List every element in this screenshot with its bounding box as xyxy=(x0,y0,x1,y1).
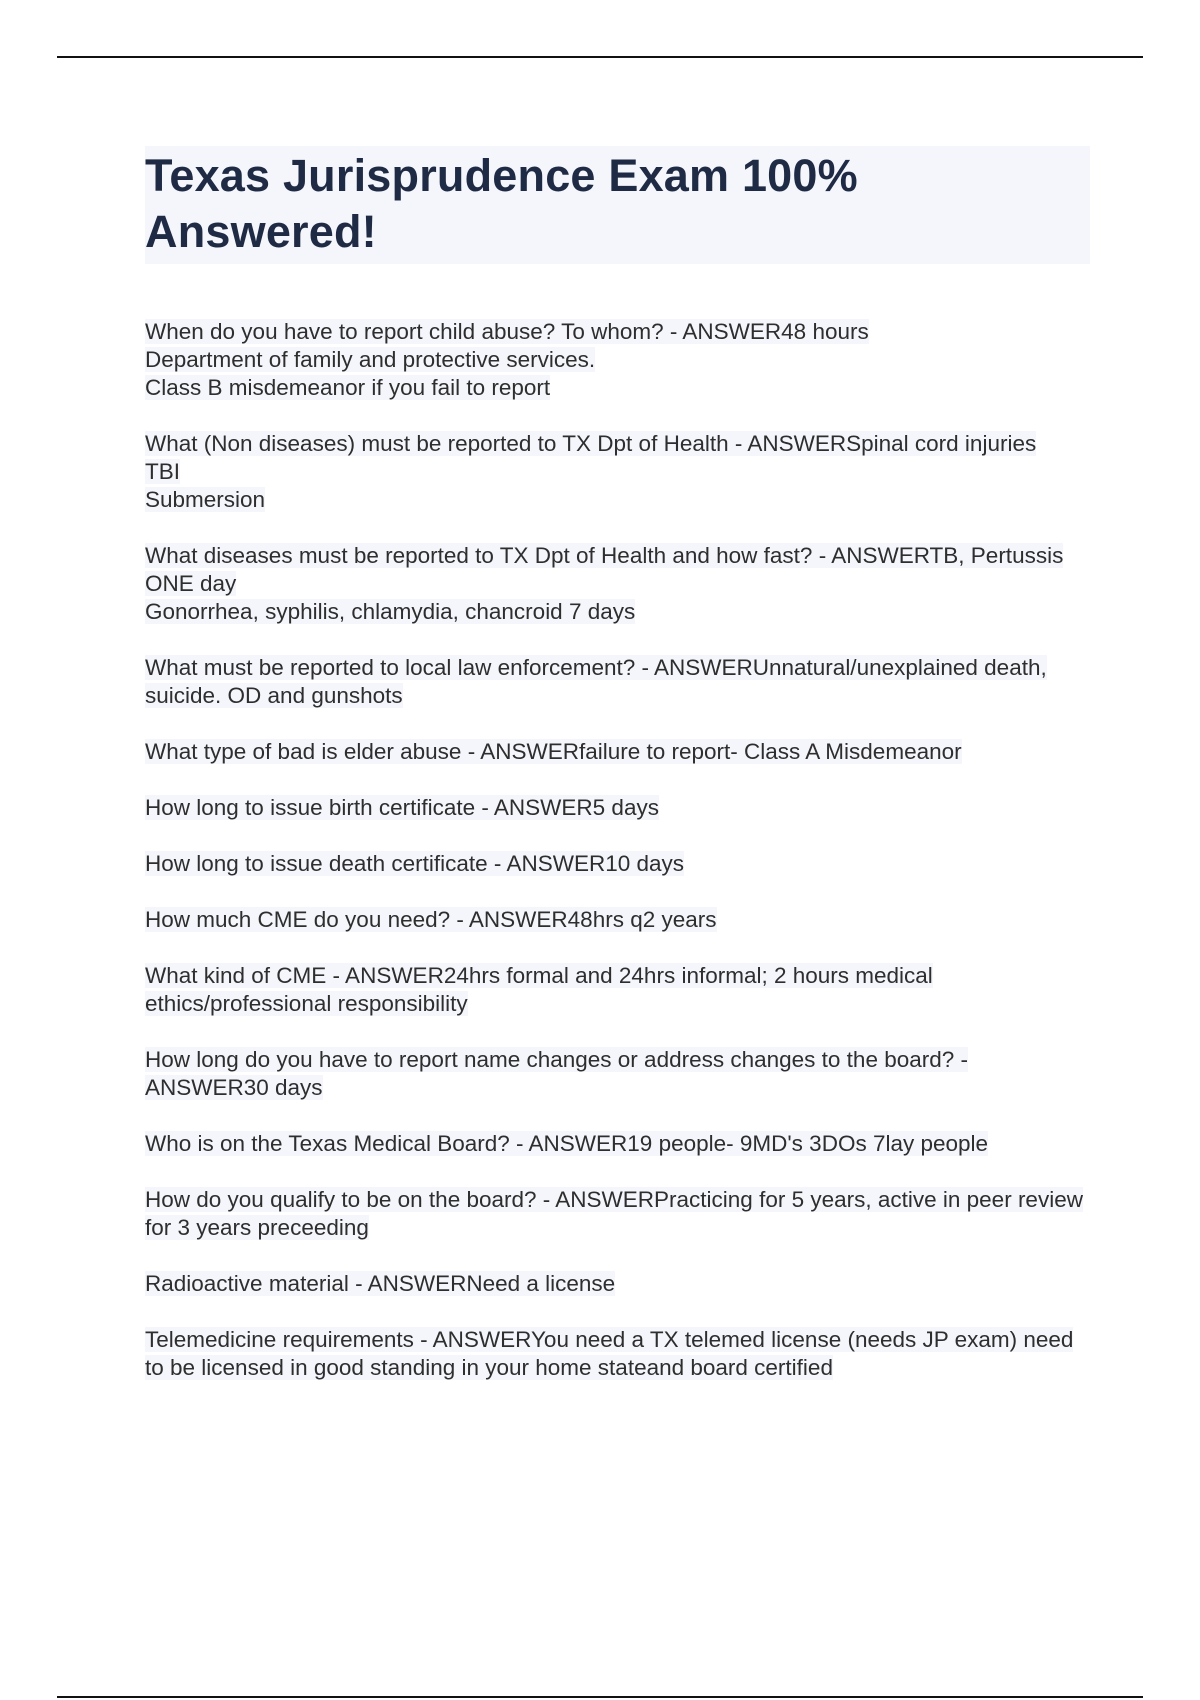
qa-item xyxy=(145,794,1090,822)
qa-line: What must be reported to local law enforcement? - ANSWERUnnatural/unexplained death, suicide. OD and gunshots xyxy=(145,655,1047,708)
qa-item xyxy=(145,318,1090,402)
qa-line: When do you have to report child abuse? To whom? - ANSWER48 hours xyxy=(145,319,869,344)
qa-item xyxy=(145,1270,1090,1298)
qa-item xyxy=(145,542,1090,626)
qa-item xyxy=(145,654,1090,710)
qa-line: Submersion xyxy=(145,487,266,512)
qa-item xyxy=(145,962,1090,1018)
qa-item xyxy=(145,1186,1090,1242)
qa-line: What type of bad is elder abuse - ANSWERfailure to report- Class A Misdemeanor xyxy=(145,739,962,764)
document-body xyxy=(145,146,1090,1410)
qa-line: Radioactive material - ANSWERNeed a license xyxy=(145,1271,616,1296)
qa-line: How long to issue birth certificate - ANSWER5 days xyxy=(145,795,659,820)
qa-item xyxy=(145,1130,1090,1158)
qa-line: What (Non diseases) must be reported to TX Dpt of Health - ANSWERSpinal cord injuries xyxy=(145,431,1037,456)
qa-list xyxy=(145,318,1090,1382)
qa-line: Department of family and protective services. xyxy=(145,347,596,372)
qa-line: Who is on the Texas Medical Board? - ANSWER19 people- 9MD's 3DOs 7lay people xyxy=(145,1131,989,1156)
qa-item xyxy=(145,430,1090,514)
header-rule xyxy=(57,56,1143,58)
qa-line: How long do you have to report name changes or address changes to the board? - ANSWER30 days xyxy=(145,1047,969,1100)
qa-line: Telemedicine requirements - ANSWERYou need a TX telemed license (needs JP exam) need to be licensed in good standing in your home stateand board certified xyxy=(145,1327,1074,1380)
qa-line: Gonorrhea, syphilis, chlamydia, chancroid 7 days xyxy=(145,599,636,624)
qa-line: How do you qualify to be on the board? - ANSWERPracticing for 5 years, active in peer review for 3 years preceeding xyxy=(145,1187,1083,1240)
qa-line: How long to issue death certificate - ANSWER10 days xyxy=(145,851,685,876)
title-block xyxy=(145,146,1090,264)
qa-line: What diseases must be reported to TX Dpt of Health and how fast? - ANSWERTB, Pertussis ONE day xyxy=(145,543,1064,596)
qa-line: TBI xyxy=(145,459,181,484)
qa-line: How much CME do you need? - ANSWER48hrs q2 years xyxy=(145,907,717,932)
qa-item xyxy=(145,850,1090,878)
qa-item xyxy=(145,1326,1090,1382)
qa-line: Class B misdemeanor if you fail to report xyxy=(145,375,551,400)
page-title: Texas Jurisprudence Exam 100% Answered! xyxy=(145,150,858,257)
qa-item xyxy=(145,1046,1090,1102)
footer-rule xyxy=(57,1696,1143,1698)
qa-line: What kind of CME - ANSWER24hrs formal and 24hrs informal; 2 hours medical ethics/professional responsibility xyxy=(145,963,933,1016)
qa-item xyxy=(145,906,1090,934)
qa-item xyxy=(145,738,1090,766)
